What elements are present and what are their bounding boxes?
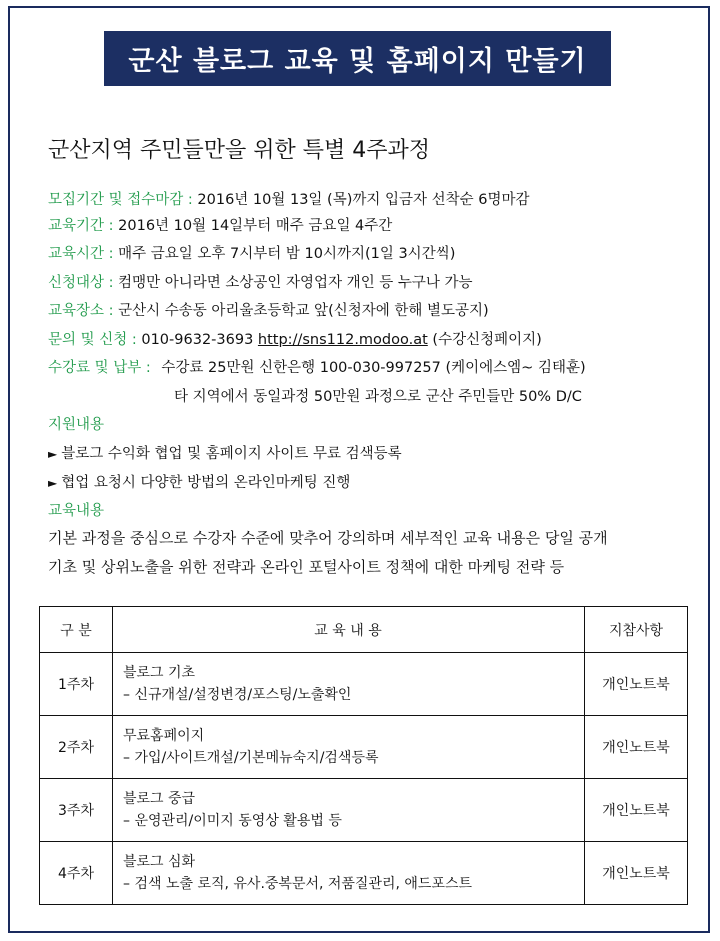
bring-cell: 개인노트북 (585, 653, 688, 716)
schedule-table (39, 606, 688, 905)
contact-note: (수강신청페이지) (432, 332, 542, 348)
bring-cell: 개인노트북 (585, 716, 688, 779)
table-row (40, 653, 688, 716)
support-heading: 지원내용 (48, 417, 105, 433)
content-cell (113, 779, 585, 842)
fee-line (48, 356, 586, 377)
period-value: 2016년 10월 14일부터 매주 금요일 4주간 (118, 218, 393, 234)
bullet-arrow-icon: ► (48, 476, 58, 490)
bullet-arrow-icon: ► (48, 447, 58, 461)
header-division: 구 분 (40, 607, 113, 653)
table-row (40, 716, 688, 779)
period-label: 교육기간 : (48, 218, 114, 234)
place-value: 군산시 수송동 아리울초등학교 앞(신청자에 한해 별도공지) (118, 303, 489, 319)
support-item (48, 442, 402, 463)
week-title: 블로그 심화 (123, 854, 196, 870)
support-item-text: 블로그 수익화 협업 및 홈페이지 사이트 무료 검색등록 (61, 446, 402, 462)
time-label: 교육시간 : (48, 246, 114, 262)
week-detail: – 가입/사이트개설/기본메뉴숙지/검색등록 (123, 750, 379, 766)
recruit-value: 2016년 10월 13일 (목)까지 입금자 선착순 6명마감 (197, 192, 530, 208)
period-line (48, 214, 392, 235)
bring-cell: 개인노트북 (585, 842, 688, 905)
content-cell (113, 842, 585, 905)
support-item-text: 협업 요청시 다양한 방법의 온라인마케팅 진행 (61, 475, 351, 491)
header-bring: 지참사항 (585, 607, 688, 653)
page-subtitle: 군산지역 주민들만을 위한 특별 4주과정 (48, 138, 431, 163)
contact-line (48, 328, 542, 349)
week-cell: 1주차 (40, 653, 113, 716)
table-row (40, 779, 688, 842)
time-line (48, 242, 455, 263)
recruit-line (48, 188, 530, 209)
week-detail: – 운영관리/이미지 동영상 활용법 등 (123, 813, 342, 829)
table-header-row (40, 607, 688, 653)
banner-title: 군산 블로그 교육 및 홈페이지 만들기 (104, 31, 611, 86)
week-cell: 3주차 (40, 779, 113, 842)
fee-note: 타 지역에서 동일과정 50만원 과정으로 군산 주민들만 50% D/C (174, 389, 582, 405)
week-title: 블로그 기초 (123, 665, 196, 681)
header-content: 교 육 내 용 (113, 607, 585, 653)
table-row (40, 842, 688, 905)
week-detail: – 신규개설/설정변경/포스팅/노출확인 (123, 687, 352, 703)
week-title: 블로그 중급 (123, 791, 196, 807)
week-cell: 2주차 (40, 716, 113, 779)
bring-cell: 개인노트북 (585, 779, 688, 842)
target-label: 신청대상 : (48, 275, 114, 291)
contact-phone: 010-9632-3693 (141, 332, 254, 348)
contact-label: 문의 및 신청 : (48, 332, 137, 348)
target-line (48, 271, 473, 292)
support-item (48, 471, 350, 492)
place-line (48, 299, 489, 320)
fee-value: 수강료 25만원 신한은행 100-030-997257 (케이에스엠~ 김태훈) (161, 360, 586, 376)
week-detail: – 검색 노출 로직, 유사.중복문서, 저품질관리, 애드포스트 (123, 876, 473, 892)
content-cell (113, 716, 585, 779)
week-cell: 4주차 (40, 842, 113, 905)
contact-link[interactable]: http://sns112.modoo.at (257, 332, 428, 348)
content-heading: 교육내용 (48, 503, 105, 519)
time-value: 매주 금요일 오후 7시부터 밤 10시까지(1일 3시간씩) (118, 246, 456, 262)
target-value: 컴맹만 아니라면 소상공인 자영업자 개인 등 누구나 가능 (118, 275, 473, 291)
fee-label: 수강료 및 납부 : (48, 360, 151, 376)
recruit-label: 모집기간 및 접수마감 : (48, 192, 193, 208)
content-cell (113, 653, 585, 716)
content-line: 기본 과정을 중심으로 수강자 수준에 맞추어 강의하며 세부적인 교육 내용은 당일 공개 (48, 529, 608, 547)
content-line: 기초 및 상위노출을 위한 전략과 온라인 포털사이트 정책에 대한 마케팅 전략 등 (48, 558, 565, 576)
week-title: 무료홈페이지 (123, 728, 205, 744)
place-label: 교육장소 : (48, 303, 114, 319)
